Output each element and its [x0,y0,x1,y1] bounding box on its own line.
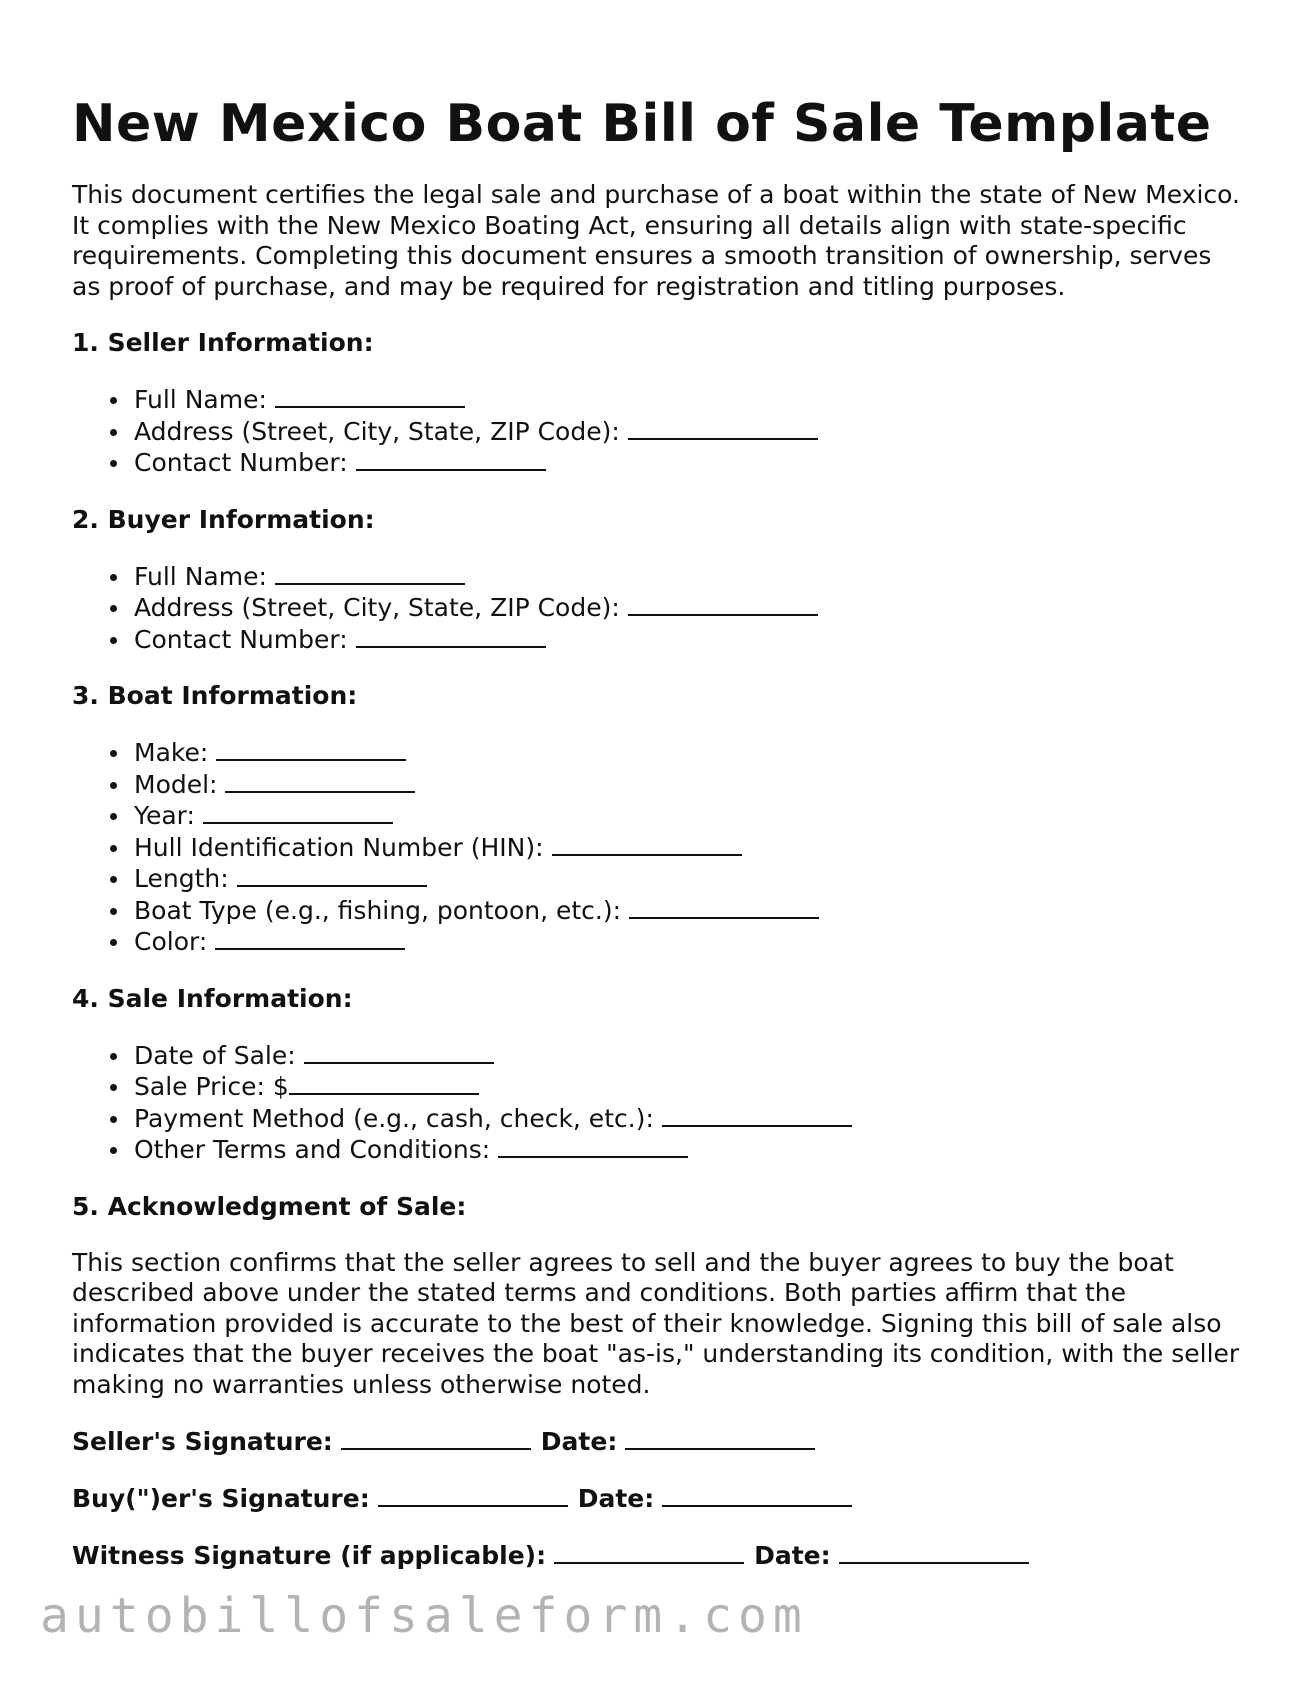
sale-field-list [72,1040,1242,1166]
sale-section-heading: 4. Sale Information: [72,983,353,1013]
seller-signature-line [72,1426,1242,1457]
seller-section-heading: 1. Seller Information: [72,328,374,357]
buyer-signature-blank[interactable] [378,1483,568,1507]
field-label: Contact Number: [134,448,348,477]
buyer-contact-blank[interactable] [356,624,546,648]
field-label: Model: [134,769,218,799]
boat-field-list [72,737,1242,958]
buyer-signature-line [72,1483,1242,1514]
intro-paragraph: This document certifies the legal sale and purchase of a boat within the state of New Mexico. It complies with the New Mexico Boating Act, ensuring all details align with state-specific requirements. Completing this document ensures a smooth transition of ownership, serves as proof of purchase, and may be required for registration and titling purposes. [72,180,1240,301]
list-item [134,592,1242,624]
buyer-section-heading: 2. Buyer Information: [72,504,375,534]
buyer-full-name-blank[interactable] [275,561,465,585]
acknowledgment-paragraph: This section confirms that the seller agrees to sell and the buyer agrees to buy the boat described above under the stated terms and conditions. Both parties affirm that the information provided is accurate to the best of their knowledge. Signing this bill of sale also indicates that the buyer receives the boat "as-is," understanding its condition, with the seller making no warranties unless otherwise noted. [72,1247,1240,1399]
field-label: Date of Sale: [134,1040,296,1070]
list-item [134,1071,1242,1103]
boat-type-blank[interactable] [629,895,819,919]
watermark: autobillofsaleform.com [40,1588,808,1644]
witness-signature-label: Witness Signature (if applicable): [72,1541,547,1570]
boat-hin-blank[interactable] [552,832,742,856]
seller-address-blank[interactable] [628,416,818,440]
field-label: Address (Street, City, State, ZIP Code): [134,593,620,622]
seller-signature-blank[interactable] [341,1426,531,1450]
list-item [134,926,1242,958]
list-item [134,737,1242,769]
date-label: Date: [754,1541,831,1570]
boat-color-blank[interactable] [215,926,405,950]
field-label: Length: [134,864,229,893]
buyer-date-blank[interactable] [662,1483,852,1507]
witness-signature-blank[interactable] [554,1540,744,1564]
boat-year-blank[interactable] [203,800,393,824]
witness-signature-line [72,1540,1242,1571]
list-item [134,1040,1242,1072]
seller-signature-label: Seller's Signature: [72,1427,333,1456]
date-label: Date: [577,1484,655,1513]
field-label: Hull Identification Number (HIN): [134,832,544,862]
field-label: Color: [134,927,208,956]
seller-contact-blank[interactable] [356,447,546,471]
boat-length-blank[interactable] [237,863,427,887]
boat-section-heading: 3. Boat Information: [72,681,358,710]
boat-make-blank[interactable] [216,737,406,761]
document-page [72,88,1242,1571]
payment-method-blank[interactable] [662,1103,852,1127]
list-item [134,561,1242,593]
field-label: Other Terms and Conditions: [134,1135,491,1164]
list-item [134,800,1242,832]
field-label: Make: [134,738,209,767]
field-label: Full Name: [134,385,267,414]
list-item [134,769,1242,801]
list-item [134,832,1242,864]
witness-date-blank[interactable] [839,1540,1029,1564]
list-item [134,384,1242,416]
sale-price-blank[interactable] [289,1071,479,1095]
buyer-signature-label: Buy(")er's Signature: [72,1484,370,1513]
seller-full-name-blank[interactable] [275,384,465,408]
field-label: Year: [134,801,195,830]
list-item [134,447,1242,479]
field-label: Full Name: [134,561,267,591]
seller-date-blank[interactable] [625,1426,815,1450]
list-item [134,1134,1242,1166]
list-item [134,624,1242,656]
list-item [134,1103,1242,1135]
sale-date-blank[interactable] [304,1040,494,1064]
list-item [134,863,1242,895]
seller-field-list [72,384,1242,479]
other-terms-blank[interactable] [498,1134,688,1158]
boat-model-blank[interactable] [225,769,415,793]
list-item [134,416,1242,448]
acknowledgment-section-heading: 5. Acknowledgment of Sale: [72,1191,467,1221]
buyer-address-blank[interactable] [628,592,818,616]
buyer-field-list [72,561,1242,656]
field-label: Boat Type (e.g., fishing, pontoon, etc.): [134,895,622,925]
date-label: Date: [540,1427,618,1456]
field-label: Address (Street, City, State, ZIP Code): [134,416,620,446]
list-item [134,895,1242,927]
page-title: New Mexico Boat Bill of Sale Template [72,94,1212,154]
field-label: Payment Method (e.g., cash, check, etc.): [134,1103,654,1133]
field-label: Sale Price: $ [134,1072,289,1101]
field-label: Contact Number: [134,624,348,654]
